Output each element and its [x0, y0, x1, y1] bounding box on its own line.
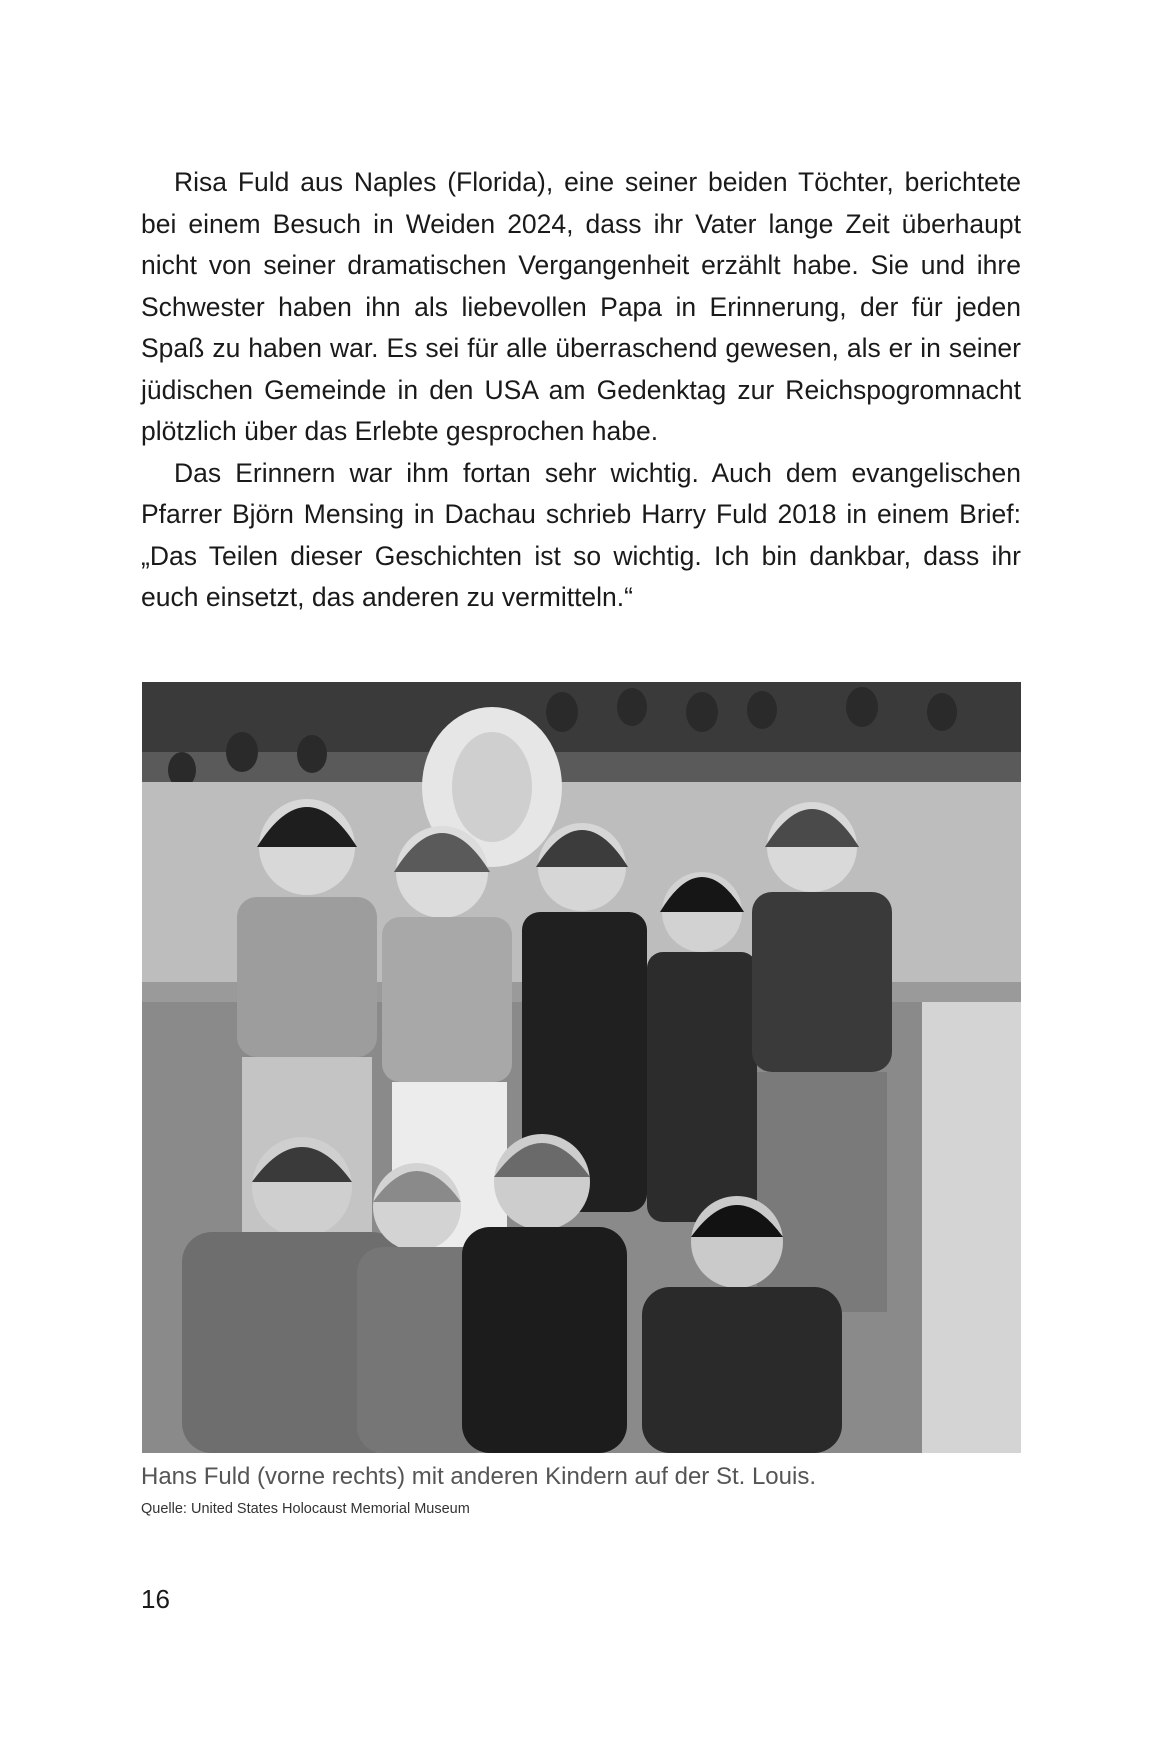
paragraph-2: Das Erinnern war ihm fortan sehr wichtig. Auch dem evangelischen Pfarrer Björn Mensing in Dachau schrieb Harry Fuld 2018 in einem Brief: „Das Teilen dieser Geschichten ist so wichtig. Ich bin dankbar, dass ihr euch einsetzt, das anderen zu vermitteln.“	[141, 457, 1021, 612]
figure-caption: Hans Fuld (vorne rechts) mit anderen Kindern auf der St. Louis.	[141, 1463, 816, 1490]
historical-photo	[142, 682, 1021, 1453]
deck-rail	[142, 752, 1021, 782]
page-number: 16	[141, 1584, 170, 1614]
group-photo-illustration	[142, 682, 1021, 1453]
figure-source: Quelle: United States Holocaust Memorial Museum	[141, 1501, 470, 1517]
paragraph-1: Risa Fuld aus Naples (Florida), eine seiner beiden Töchter, berichtete bei einem Besuch in Weiden 2024, dass ihr Vater lange Zeit überhaupt nicht von seiner dramatischen Vergangenheit erzählt habe. Sie und ihre Schwester haben ihn als liebevollen Papa in Erinnerung, der für jeden Spaß zu haben war. Es sei für alle überraschend gewesen, als er in seiner jüdischen Gemeinde in den USA am Gedenktag zur Reichspogromnacht plötzlich über das Erlebte gesprochen habe.	[141, 167, 1021, 446]
body-text	[141, 162, 1021, 619]
bright-wall-right	[922, 1002, 1021, 1453]
